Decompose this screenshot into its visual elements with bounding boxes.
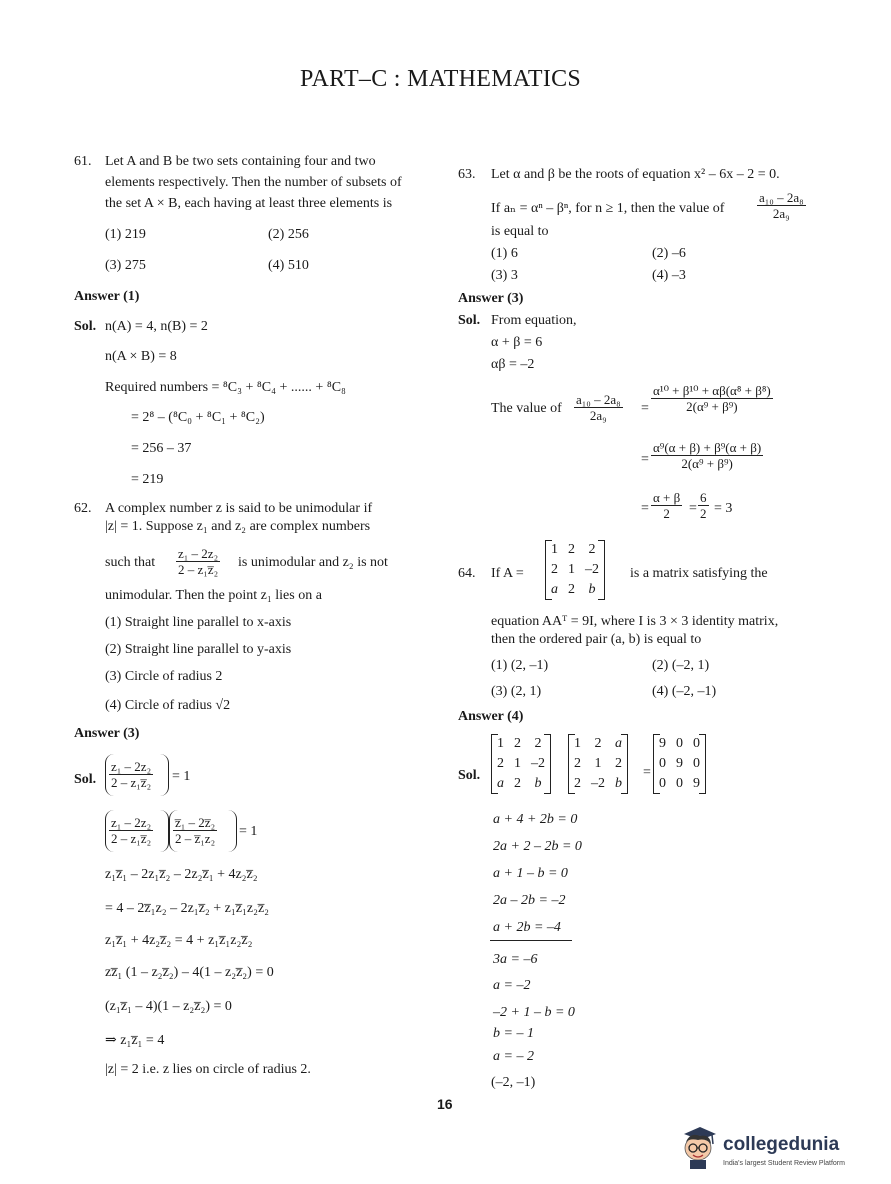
matrix-cell: b — [588, 582, 596, 597]
solution-equation: = 1 — [172, 769, 191, 784]
solution-line: = 2⁸ – (⁸C₀ + ⁸C₁ + ⁸C₂) — [131, 410, 265, 425]
option-1: (1) (2, –1) — [491, 658, 549, 673]
solution-line: (–2, –1) — [491, 1075, 536, 1090]
fraction-denominator: 2(α⁹ + β⁹) — [686, 399, 738, 414]
matrix-cell: 9 — [676, 756, 683, 771]
option-1: (1) Straight line parallel to x-axis — [105, 615, 292, 630]
matrix-row — [546, 580, 604, 600]
fraction — [651, 383, 773, 414]
fraction — [651, 440, 763, 471]
fraction-numerator: z₁ – 2z₂ — [178, 546, 219, 561]
solution-equation: = 1 — [239, 824, 258, 839]
matrix-cell: –2 — [585, 562, 599, 577]
solution-line: –2 + 1 – b = 0 — [493, 1005, 575, 1020]
option-3: (3) 275 — [105, 258, 146, 273]
page-title: PART–C : MATHEMATICS — [300, 66, 582, 92]
solution-line: α + β = 6 — [491, 335, 543, 350]
fraction-numerator: α¹⁰ + β¹⁰ + αβ(α⁸ + β⁸) — [653, 383, 771, 398]
matrix-row — [569, 754, 627, 774]
option-4: (4) 510 — [268, 258, 309, 273]
matrix-cell: b — [534, 776, 542, 791]
solution-line: = 256 – 37 — [131, 441, 192, 456]
fraction-denominator: 2(α⁹ + β⁹) — [681, 456, 733, 471]
fraction — [757, 190, 806, 221]
answer: Answer (3) — [458, 291, 524, 306]
solution-line: zz̅₁ (1 – z₂z̅₂) – 4(1 – z₂z̅₂) = 0 — [105, 965, 274, 980]
matrix-cell: 0 — [693, 736, 700, 751]
result: = 3 — [714, 501, 733, 516]
matrix-cell: b — [615, 776, 622, 791]
matrix-cell: –2 — [591, 776, 605, 791]
solution-line: 3a = –6 — [493, 952, 538, 967]
matrix-row — [569, 774, 627, 794]
matrix-cell: 2 — [574, 776, 581, 791]
fraction-numerator: 6 — [700, 490, 707, 505]
matrix-cell: 2 — [534, 736, 542, 751]
matrix-cell: 0 — [659, 756, 666, 771]
matrix-cell: 2 — [574, 756, 581, 771]
fraction — [109, 815, 153, 846]
matrix-cell: 2 — [551, 562, 558, 577]
equals-sign: = — [641, 452, 649, 467]
solution-line: ⇒ z₁z̅₁ = 4 — [105, 1033, 165, 1048]
solution-line: a + 1 – b = 0 — [493, 866, 568, 881]
question-line: unimodular. Then the point z₁ lies on a — [105, 588, 322, 603]
equals-sign: = — [641, 501, 649, 516]
option-2: (2) 256 — [268, 227, 309, 242]
fraction-denominator: 2 – z₁z̅₂ — [178, 562, 219, 577]
solution-line: a + 4 + 2b = 0 — [493, 812, 578, 827]
fraction-numerator: z₁ – 2z₂ — [111, 759, 152, 774]
option-3: (3) Circle of radius 2 — [105, 669, 223, 684]
solution-line: Required numbers = ⁸C₃ + ⁸C₄ + ...... + ⁸C₈ — [105, 380, 346, 395]
question-line: is unimodular and z₂ is not — [238, 555, 388, 570]
fraction-numerator: z̅₁ – 2z̅₂ — [175, 815, 216, 830]
solution-line: |z| = 2 i.e. z lies on circle of radius 2. — [105, 1062, 311, 1077]
solution-line: = 4 – 2z̅₁z₂ – 2z₁z̅₂ + z₁z̅₁z₂z̅₂ — [105, 901, 270, 916]
fraction — [109, 759, 153, 790]
solution-line: = 219 — [131, 472, 164, 487]
equals-sign: = — [689, 501, 697, 516]
question-number: 64. — [458, 566, 476, 581]
matrix-row — [569, 734, 627, 754]
matrix-row — [546, 540, 604, 560]
question-line: A complex number z is said to be unimodular if — [105, 501, 373, 516]
option-2: (2) Straight line parallel to y-axis — [105, 642, 292, 657]
fraction-numerator: a₁₀ – 2a₈ — [759, 190, 804, 205]
matrix-cell: a — [551, 582, 558, 597]
fraction — [651, 490, 682, 521]
solution-line: 2a – 2b = –2 — [493, 893, 566, 908]
fraction-denominator: 2 – z̅₁z₂ — [175, 831, 216, 846]
question-text: If A = — [491, 566, 524, 581]
question-line: |z| = 1. Suppose z₁ and z₂ are complex numbers — [105, 519, 371, 534]
question-line: is equal to — [491, 224, 549, 239]
question-line: is a matrix satisfying the — [630, 566, 768, 581]
solution-line: b = – 1 — [493, 1026, 534, 1041]
question-line: such that — [105, 555, 156, 570]
brand-name: collegedunia — [723, 1134, 840, 1155]
equals-sign: = — [641, 401, 649, 416]
matrix-cell: 1 — [568, 562, 575, 577]
solution-line: z₁z̅₁ + 4z₂z̅₂ = 4 + z₁z̅₁z₂z̅₂ — [105, 933, 253, 948]
solution-line: a = – 2 — [493, 1049, 534, 1064]
question-line: Let α and β be the roots of equation x² – 6x – 2 = 0. — [491, 167, 780, 182]
matrix-row — [546, 560, 604, 580]
matrix-cell: 2 — [615, 756, 622, 771]
solution-line: z₁z̅₁ – 2z₁z̅₂ – 2z₂z̅₁ + 4z₂z̅₂ — [105, 867, 258, 882]
solution-line: 2a + 2 – 2b = 0 — [493, 839, 582, 854]
sum-rule — [490, 940, 572, 941]
question-line: equation AAᵀ = 9I, where I is 3 × 3 identity matrix, — [491, 614, 779, 629]
matrix-cell: 0 — [659, 776, 666, 791]
matrix-cell: 9 — [693, 776, 700, 791]
question-line: the set A × B, each having at least three elements is — [105, 196, 393, 211]
fraction — [574, 392, 623, 423]
solution-line: From equation, — [491, 313, 577, 328]
matrix-cell: 1 — [574, 736, 581, 751]
option-4: (4) (–2, –1) — [652, 684, 717, 699]
answer: Answer (3) — [74, 726, 140, 741]
matrix-cell: 1 — [497, 736, 504, 751]
solution-line: αβ = –2 — [491, 357, 535, 372]
matrix-row — [654, 754, 705, 774]
matrix-cell: 2 — [568, 582, 575, 597]
matrix-cell: 1 — [594, 756, 602, 771]
matrix-row — [492, 754, 550, 774]
page-number: 16 — [437, 1096, 453, 1112]
matrix-9i — [653, 734, 706, 794]
fraction-denominator: 2a₉ — [589, 408, 607, 423]
fraction-denominator: 2 — [663, 506, 670, 521]
matrix-cell: 2 — [514, 736, 521, 751]
solution-line: a = –2 — [493, 978, 531, 993]
matrix-row — [492, 774, 550, 794]
matrix-cell: 2 — [497, 756, 504, 771]
solution-line: n(A) = 4, n(B) = 2 — [105, 319, 208, 334]
brand-tagline: India's largest Student Review Platform — [723, 1160, 845, 1167]
option-3: (3) 3 — [491, 268, 518, 283]
solution-label: Sol. — [74, 772, 97, 787]
matrix-cell: 0 — [676, 736, 683, 751]
fraction-denominator: 2a₉ — [772, 206, 790, 221]
answer: Answer (4) — [458, 709, 524, 724]
option-1: (1) 219 — [105, 227, 146, 242]
matrix-cell: 1 — [551, 542, 558, 557]
matrix-row — [492, 734, 550, 754]
collegedunia-mascot-icon — [678, 1124, 718, 1170]
equals-sign: = — [643, 765, 651, 780]
matrix-cell: 1 — [514, 756, 521, 771]
option-2: (2) –6 — [652, 246, 686, 261]
solution-line: a + 2b = –4 — [493, 920, 561, 935]
matrix-cell: 9 — [659, 736, 666, 751]
solution-label: Sol. — [458, 768, 481, 783]
matrix-a-transpose — [568, 734, 628, 794]
matrix-a — [491, 734, 551, 794]
solution-line: (z₁z̅₁ – 4)(1 – z₂z̅₂) = 0 — [105, 999, 232, 1014]
option-4: (4) –3 — [652, 268, 686, 283]
question-line: If aₙ = αⁿ – βⁿ, for n ≥ 1, then the value of — [491, 201, 725, 216]
fraction — [698, 490, 709, 521]
matrix-cell: 0 — [693, 756, 700, 771]
fraction-denominator: 2 – z₁z̅₂ — [111, 775, 152, 790]
option-3: (3) (2, 1) — [491, 684, 542, 699]
fraction-numerator: α⁹(α + β) + β⁹(α + β) — [653, 440, 762, 455]
matrix-cell: –2 — [531, 756, 545, 771]
matrix-row — [654, 734, 705, 754]
option-1: (1) 6 — [491, 246, 518, 261]
matrix-cell: 2 — [514, 776, 521, 791]
matrix-cell: a — [497, 776, 504, 791]
matrix-a — [545, 540, 605, 600]
question-line: elements respectively. Then the number of subsets of — [105, 175, 402, 190]
option-2: (2) (–2, 1) — [652, 658, 710, 673]
question-number: 61. — [74, 154, 92, 169]
matrix-cell: 2 — [594, 736, 602, 751]
fraction-numerator: α + β — [653, 490, 681, 505]
matrix-row — [654, 774, 705, 794]
question-line: Let A and B be two sets containing four and two — [105, 154, 376, 169]
fraction-denominator: 2 — [700, 506, 707, 521]
fraction-numerator: a₁₀ – 2a₈ — [576, 392, 621, 407]
matrix-cell: 2 — [588, 542, 596, 557]
matrix-cell: a — [615, 736, 622, 751]
fraction-numerator: z₁ – 2z₂ — [111, 815, 152, 830]
matrix-cell: 2 — [568, 542, 575, 557]
solution-label: Sol. — [74, 319, 97, 334]
question-number: 63. — [458, 167, 476, 182]
question-line: then the ordered pair (a, b) is equal to — [491, 632, 702, 647]
solution-label: Sol. — [458, 313, 481, 328]
option-4: (4) Circle of radius √2 — [105, 698, 231, 713]
fraction — [176, 546, 220, 577]
solution-line: n(A × B) = 8 — [105, 349, 177, 364]
fraction — [173, 815, 217, 846]
answer: Answer (1) — [74, 289, 140, 304]
fraction-denominator: 2 – z₁z̅₂ — [111, 831, 152, 846]
matrix-cell: 0 — [676, 776, 683, 791]
question-number: 62. — [74, 501, 92, 516]
solution-text: The value of — [491, 401, 562, 416]
